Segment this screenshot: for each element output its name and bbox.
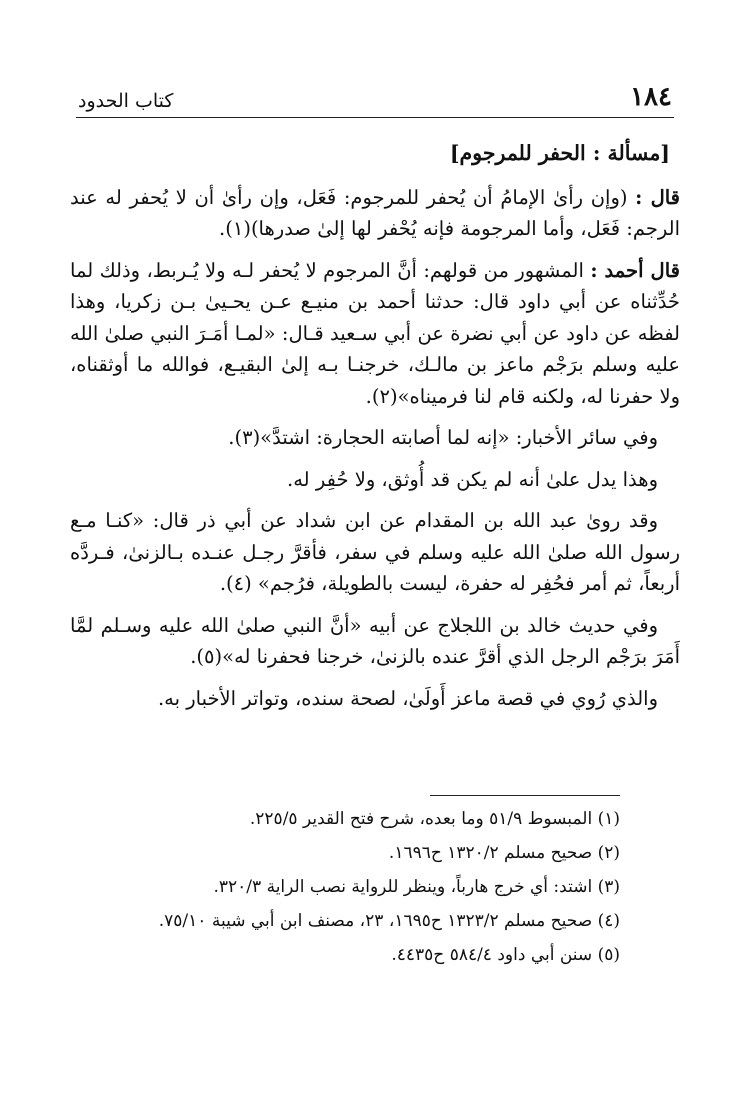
- footnote: (٢) صحيح مسلم ١٣٢٠/٢ ح١٦٩٦.: [388, 843, 620, 863]
- paragraph-text: وفي سائر الأخبار: «إنه لما أصابته الحجارة: اشتدَّ»(٣).: [228, 426, 658, 449]
- speaker-label: قال أحمد :: [590, 258, 680, 282]
- paragraph: [70, 464, 680, 496]
- paragraph-text: وهذا يدل علىٰ أنه لم يكن قد أُوثق، ولا حُفِر له.: [287, 467, 658, 491]
- footnote: (٤) صحيح مسلم ١٣٢٣/٢ ح١٦٩٥، ٢٣، مصنف ابن أبي شيبة ٧٥/١٠.: [158, 911, 620, 931]
- footnotes: [90, 802, 620, 972]
- paragraph: [70, 610, 680, 673]
- footnote: (١) المبسوط ٥١/٩ وما بعده، شرح فتح القدير ٢٢٥/٥.: [249, 809, 620, 829]
- running-title: كتاب الحدود: [78, 90, 174, 112]
- header-divider: [76, 117, 674, 118]
- paragraph: [70, 505, 680, 600]
- footnote: (٥) سنن أبي داود ٥٨٤/٤ ح٤٤٣٥.: [391, 945, 620, 965]
- paragraph-text: وفي حديث خالد بن اللجلاج عن أبيه «أنَّ النبي صلىٰ الله عليه وسـلم لمَّا أَمَرَ برَجْم الرجل الذي أقرَّ عنده بالزنىٰ، خرجنا فحفرنا له»(٥).: [70, 613, 680, 668]
- page-number: ١٨٤: [630, 82, 672, 112]
- paragraph: [70, 422, 680, 454]
- paragraph: [70, 182, 680, 245]
- footnote-divider: [430, 795, 620, 796]
- main-text: [70, 134, 680, 724]
- paragraph-text: وقد روىٰ عبد الله بن المقدام عن ابن شداد عن أبي ذر قال: «كنـا مـع رسول الله صلىٰ الله عليه وسلم في سفر، فأقرَّ رجـل عنـده بـالزنىٰ، فـردَّه أربعاً، ثم أمر فحُفِر له حفرة، ليست بالطويلة، فرُجم» (٤).: [70, 509, 680, 595]
- paragraph-text: المشهور من قولهم: أنَّ المرجوم لا يُحفر لـه ولا يُـربط، وذلك لما حُدِّثناه عن أبي داود قال: حدثنا أحمد بن منيـع عـن يحـيىٰ بـن زكريا، وهذا لفظه عن داود عن أبي نضرة عن أبي سـعيد قـال: «لمـا أمَـرَ النبي صلىٰ الله عليه وسلم برَجْم ماعز بن مالـك، خرجنـا بـه إلىٰ البقيـع، فوالله ما أوثقناه، ولا حفرنا له، ولكنه قام لنا فرميناه»(٢).: [70, 258, 680, 408]
- footnote: (٣) اشتد: أي خرج هارباً، وينظر للرواية نصب الراية ٣٢٠/٣.: [213, 877, 620, 897]
- paragraph: [70, 255, 680, 413]
- page-header: [78, 72, 672, 112]
- section-title: [مسألة : الحفر للمرجوم]: [449, 141, 670, 165]
- paragraph: [70, 683, 680, 715]
- paragraph-text: والذي رُوي في قصة ماعز أَولَىٰ، لصحة سنده، وتواتر الأخبار به.: [157, 686, 658, 710]
- paragraph-text: (وإن رأىٰ الإمامُ أن يُحفر للمرجوم: فَعَل، وإن رأىٰ أن لا يُحفر له عند الرجم: فَعَل، وأما المرجومة فإنه يُحْفر لها إلىٰ صدرها)(١).: [70, 185, 680, 240]
- speaker-label: قال :: [635, 185, 681, 209]
